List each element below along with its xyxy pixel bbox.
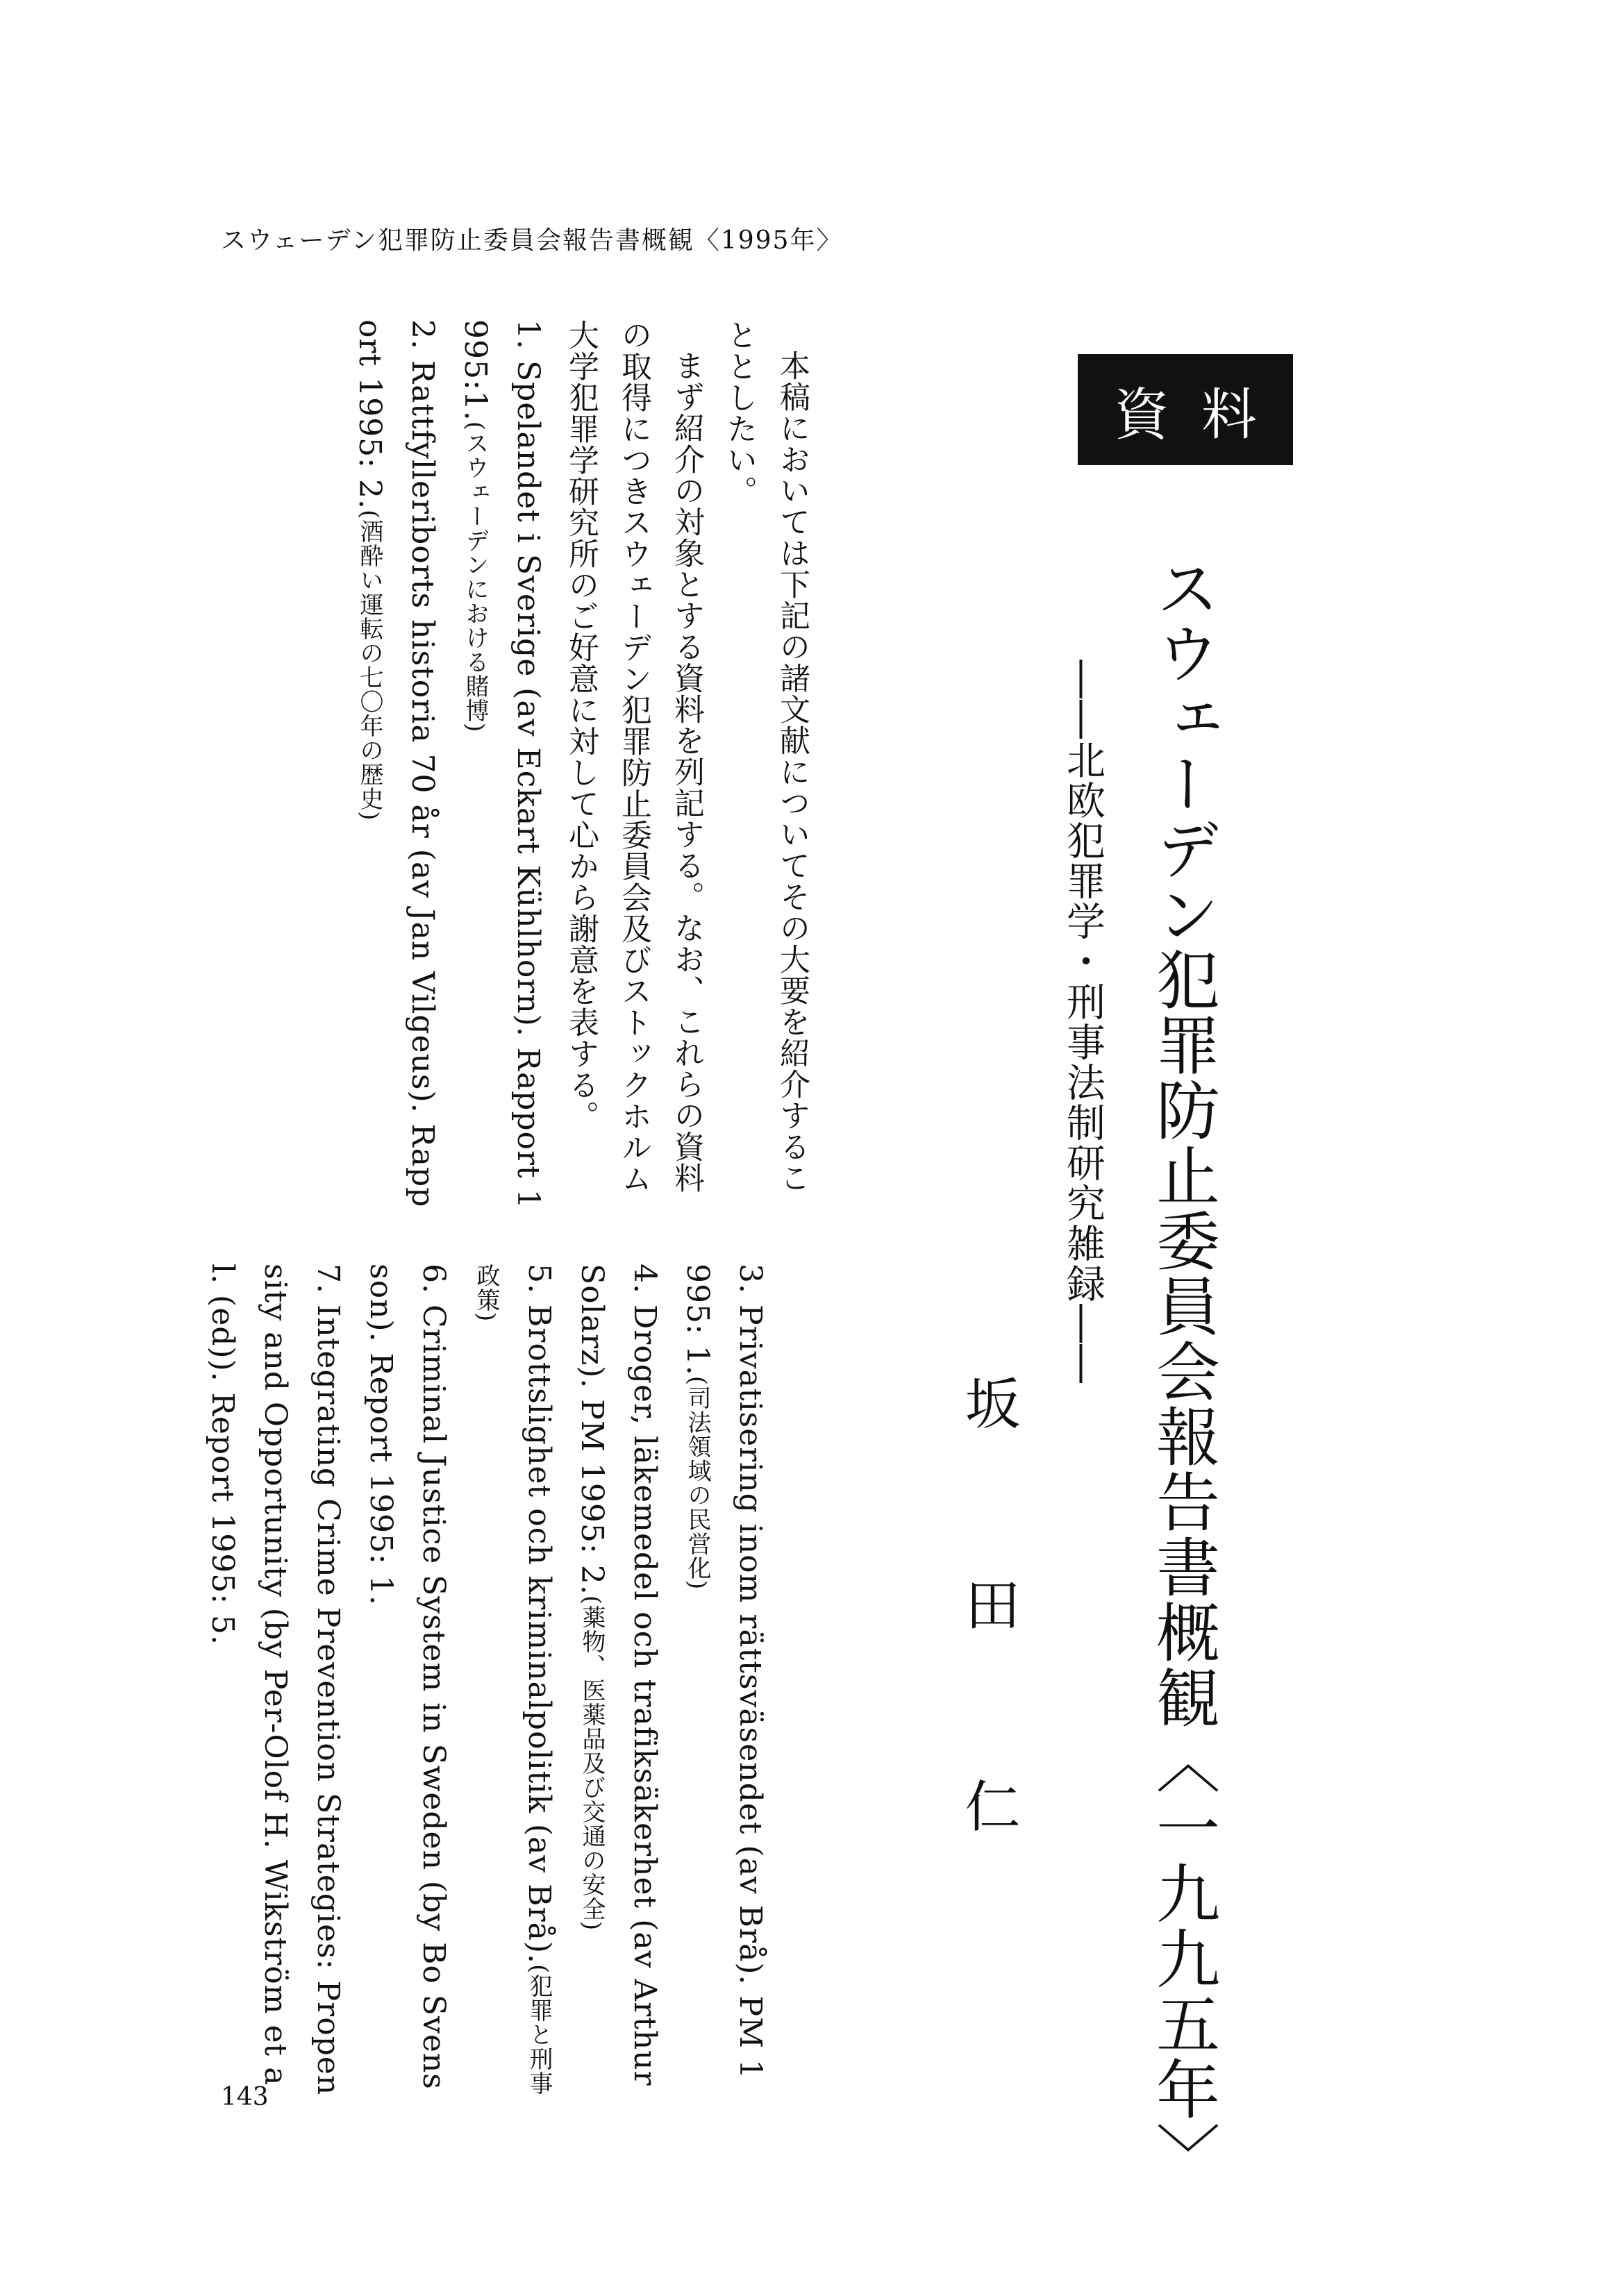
article-title: スウェーデン犯罪防止委員会報告書概観〈一九九五年〉 bbox=[1146, 555, 1220, 2187]
reference-text: 3. Privatisering inom rättsväsendet (av Brå). PM 1995: 1. bbox=[680, 1264, 768, 2080]
reference-item bbox=[343, 319, 449, 1222]
reference-note: (酒酔い運転の七〇年の歴史) bbox=[356, 509, 383, 821]
section-badge-label: 資料 bbox=[1114, 382, 1289, 447]
reference-text: 6. Criminal Justice System in Sweden (by Bo Svensson). Report 1995: 1. bbox=[363, 1264, 451, 2090]
reference-item bbox=[460, 1264, 565, 2097]
reference-text: 5. Brottslighet och kriminalpolitik (av Brå). bbox=[522, 1264, 557, 1964]
reference-item bbox=[671, 1264, 776, 2097]
reference-text: 4. Droger, läkemedel och trafiksäkerhet (av Arthur Solarz). PM 1995: 2. bbox=[574, 1264, 662, 2086]
reference-note: (薬物、医薬品及び交通の安全) bbox=[578, 1595, 606, 1932]
reference-item bbox=[565, 1264, 671, 2097]
intro-paragraph-2: まず紹介の対象とする資料を列記する。なお、これらの資料の取得につきスウェーデン犯罪防止委員会及びストックホルム大学犯罪学研究所のご好意に対して心から謝意を表する。 bbox=[563, 319, 704, 1194]
body-column-upper bbox=[221, 319, 818, 1222]
body-column-lower bbox=[205, 1264, 776, 2097]
reference-text: 2. Rattfylleriborts historia 70 år (av Jan Vilgeus). Rapport 1995: 2. bbox=[352, 319, 440, 1208]
reference-item bbox=[449, 319, 554, 1222]
reference-note: (スウェーデンにおける賭博) bbox=[461, 421, 489, 733]
article-subtitle: ――北欧犯罪学・刑事法制研究雑録―― bbox=[1060, 660, 1106, 1384]
reference-note: (司法領域の民営化) bbox=[683, 1375, 711, 1591]
reference-text: 1. Spelandet i Sverige (av Eckart Kühlhorn). Rapport 1995:1. bbox=[458, 319, 546, 1209]
section-badge bbox=[1078, 354, 1293, 465]
reference-text: 7. Integrating Crime Prevention Strategies: Propensity and Opportunity (by Per-Olof H. Wikström et al. (ed)). Report 1995: 5. bbox=[205, 1264, 346, 2096]
intro-paragraph-1: 本稿においては下記の諸文献についてその大要を紹介することとしたい。 bbox=[722, 319, 810, 1193]
running-header: スウェーデン犯罪防止委員会報告書概観〈1995年〉 bbox=[221, 226, 843, 255]
reference-item bbox=[196, 1264, 354, 2097]
page-number: 143 bbox=[221, 2083, 269, 2111]
reference-note: (犯罪と刑事政策) bbox=[472, 1264, 553, 2096]
author-name: 坂田仁 bbox=[956, 1375, 1020, 1979]
reference-item bbox=[354, 1264, 460, 2097]
